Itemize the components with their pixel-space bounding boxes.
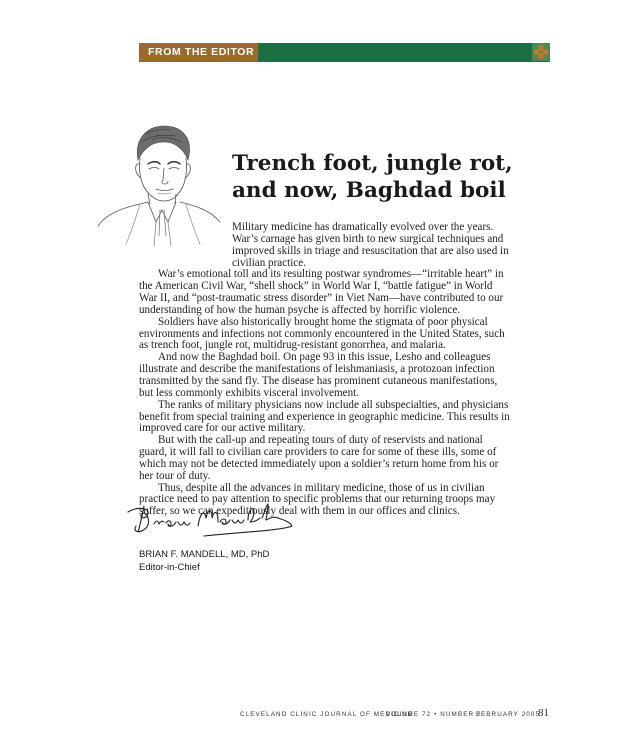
cross-emblem-icon — [532, 43, 550, 61]
section-header-bar — [139, 43, 550, 62]
paragraph: But with the call-up and repeating tours of duty of reservists and national guard, it will fall to civilian care providers to care for some of these ills, some of which may not be detected immediately upon a soldier’s return home from his or her tour of duty. — [139, 434, 499, 482]
page-footer — [232, 707, 552, 721]
article-body — [139, 222, 511, 518]
footer-date: FEBRUARY 2005 — [476, 711, 541, 718]
editor-role: Editor-in-Chief — [139, 562, 200, 573]
article-title — [232, 150, 562, 204]
paragraph: Military medicine has dramatically evolved over the years. War’s carnage has given birth to new surgical techniques and improved skills in triage and resuscitation that are also used in civilian practice. — [232, 221, 509, 269]
paragraph: And now the Baghdad boil. On page 93 in this issue, Lesho and colleagues illustrate and describe the manifestations of leishmaniasis, a protozoan infection transmitted by the sand fly. The disease has prominent cutaneous manifestations, but less commonly exhibits visceral involvement. — [139, 351, 498, 399]
paragraph: Thus, despite all the advances in military medicine, those of us in civilian practice need to pay attention to specific problems that our returning troops may suffer, so we can expeditiously deal with them in our offices and clinics. — [139, 481, 496, 518]
article-title-line-1: Trench foot, jungle rot, — [232, 151, 513, 176]
article-title-line-2: and now, Baghdad boil — [232, 178, 506, 203]
footer-volume: VOLUME 72 • NUMBER 2 — [386, 711, 482, 718]
editor-name: BRIAN F. MANDELL, MD, PhD — [139, 549, 270, 560]
paragraph: Soldiers have also historically brought home the stigmata of poor physical environments and infections not commonly encountered in the United States, such as trench foot, jungle rot, multidrug-resistant gonorrhea, and malaria. — [139, 315, 505, 352]
section-bar-green — [258, 43, 550, 62]
page-number: 81 — [538, 707, 549, 719]
handwritten-signature — [124, 496, 296, 546]
footer-journal: CLEVELAND CLINIC JOURNAL OF MEDICINE — [240, 711, 414, 718]
paragraph: The ranks of military physicians now include all subspecialties, and physicians benefit from special training and experience in geographic medicine. This results in improved care for our active military. — [139, 398, 510, 435]
paragraph: War’s emotional toll and its resulting postwar syndromes—“irritable heart” in the American Civil War, “shell shock” in World War I, “battle fatigue” in World War II, and “post-traumatic stress disorder” in Viet Nam—have contributed to our understanding of how the human psyche is affected by horrific violence. — [139, 268, 504, 316]
section-label: FROM THE EDITOR — [139, 43, 258, 62]
